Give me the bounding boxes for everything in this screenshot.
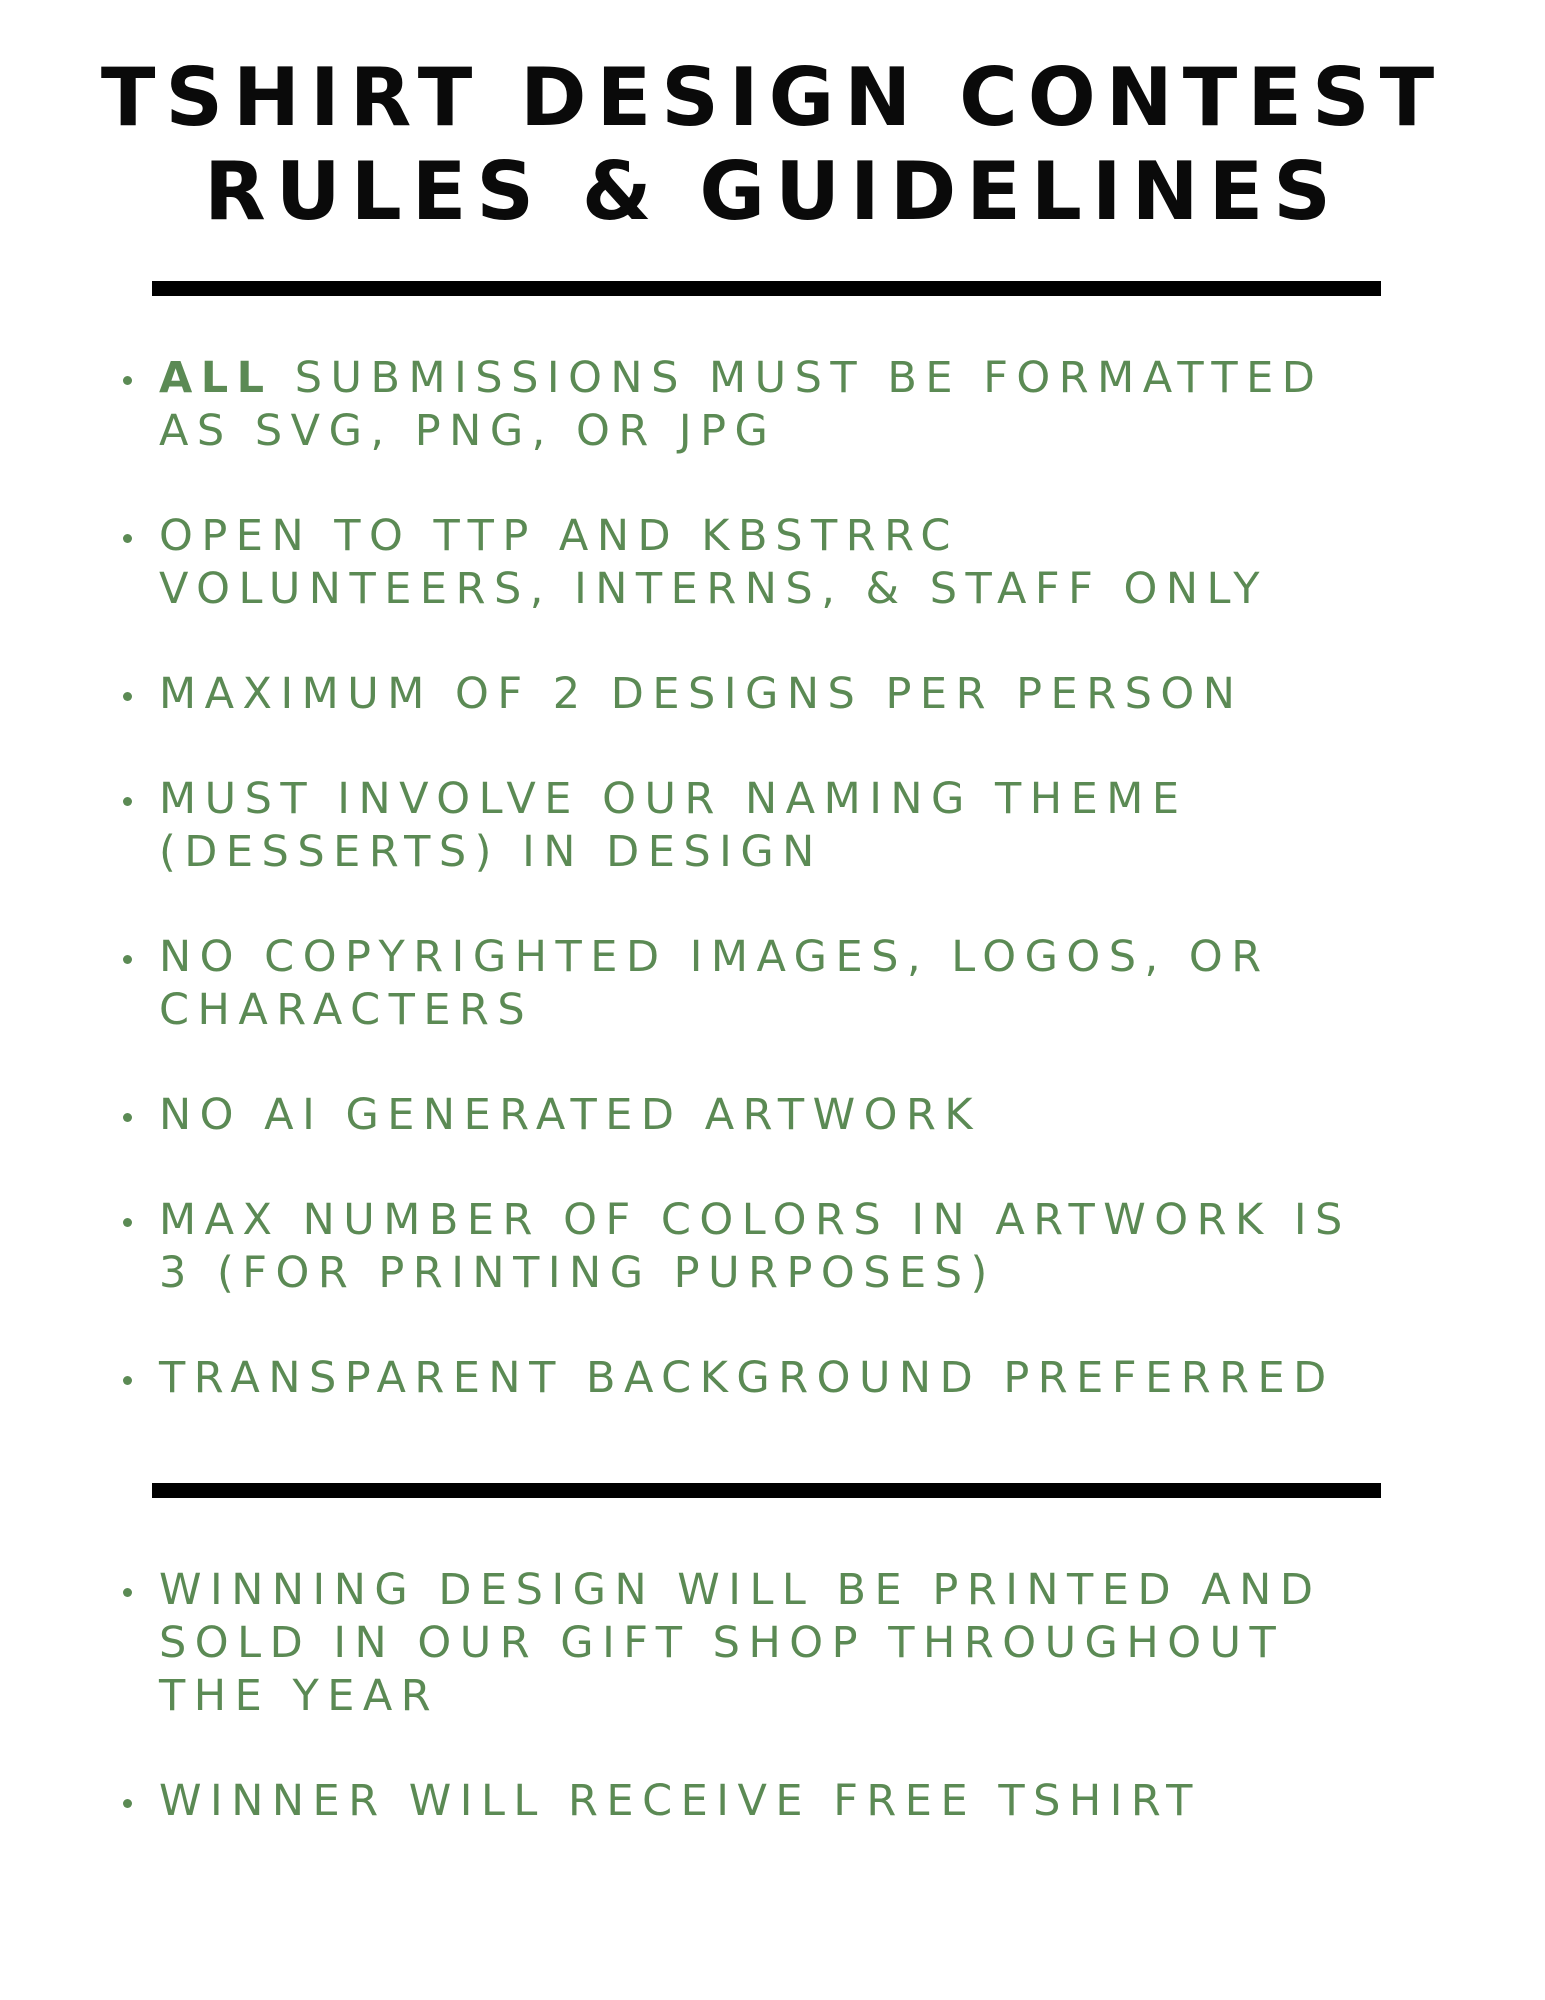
prizes-list (0, 1564, 1545, 1880)
prize-line: WINNING DESIGN WILL BE PRINTED AND (159, 1565, 1322, 1615)
rule-line: 3 (FOR PRINTING PURPOSES) (159, 1248, 996, 1298)
rule-item-no-ai (0, 1089, 1545, 1142)
bullet-icon (123, 1588, 132, 1597)
rule-line: AS SVG, PNG, OR JPG (159, 406, 777, 456)
rule-line: NO COPYRIGHTED IMAGES, LOGOS, OR (159, 932, 1270, 982)
prize-line: WINNER WILL RECEIVE FREE TSHIRT (159, 1776, 1201, 1826)
bullet-icon (123, 1376, 132, 1385)
page-subtitle: RULES & GUIDELINES (204, 145, 1341, 238)
rule-line: VOLUNTEERS, INTERNS, & STAFF ONLY (159, 564, 1269, 614)
rule-line: OPEN TO TTP AND KBSTRRC (159, 511, 959, 561)
rule-line: MAX NUMBER OF COLORS IN ARTWORK IS (159, 1195, 1351, 1245)
rule-line: CHARACTERS (159, 985, 534, 1035)
prize-item-free-tshirt (0, 1775, 1545, 1828)
rule-item-max-designs (0, 668, 1545, 721)
bullet-icon (123, 1799, 132, 1808)
bullet-icon (123, 534, 132, 543)
rule-line: MUST INVOLVE OUR NAMING THEME (159, 774, 1188, 824)
bottom-divider (152, 1483, 1381, 1498)
rule-line: TRANSPARENT BACKGROUND PREFERRED (159, 1353, 1335, 1403)
rule-line: MAXIMUM OF 2 DESIGNS PER PERSON (159, 669, 1244, 719)
bullet-icon (123, 797, 132, 806)
rule-item-theme (0, 773, 1545, 879)
rule-text: SUBMISSIONS MUST BE FORMATTED (272, 353, 1324, 403)
rule-item-file-formats (0, 352, 1545, 458)
prize-line: SOLD IN OUR GIFT SHOP THROUGHOUT (159, 1618, 1285, 1668)
rule-emphasis: ALL (159, 353, 273, 403)
rule-item-background (0, 1352, 1545, 1405)
page-title: TSHIRT DESIGN CONTEST (100, 51, 1445, 144)
rules-list (0, 352, 1545, 1457)
rule-item-eligibility (0, 510, 1545, 616)
top-divider (152, 281, 1381, 296)
rule-line: (DESSERTS) IN DESIGN (159, 827, 823, 877)
bullet-icon (123, 1218, 132, 1227)
bullet-icon (123, 376, 132, 385)
rule-item-max-colors (0, 1194, 1545, 1300)
rule-line: NO AI GENERATED ARTWORK (159, 1090, 982, 1140)
bullet-icon (123, 1113, 132, 1122)
rule-line (159, 352, 1525, 405)
bullet-icon (123, 692, 132, 701)
prize-line: THE YEAR (159, 1671, 440, 1721)
prize-item-printed (0, 1564, 1545, 1723)
bullet-icon (123, 955, 132, 964)
rule-item-copyright (0, 931, 1545, 1037)
